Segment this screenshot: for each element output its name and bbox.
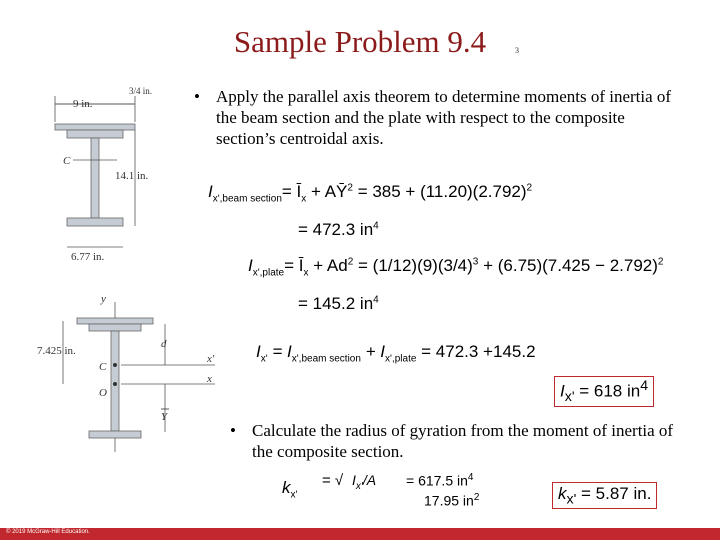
slide-number: 3 (515, 46, 519, 55)
result-box-radius: $k_{x'} = 5.87$ in. (552, 482, 657, 509)
plate-thickness-label: 3/4 in. (129, 86, 153, 96)
x-prime-label: x' (207, 353, 215, 365)
x-label: x (207, 373, 212, 385)
copyright-text: © 2019 McGraw-Hill Education. (6, 529, 90, 535)
O-label: O (99, 387, 107, 399)
bullet-dot: • (230, 421, 236, 440)
k-fraction-sqrt: = √ (322, 472, 344, 489)
d-label: d (161, 338, 167, 350)
C-label: C (99, 361, 107, 373)
flange-width-label: 6.77 in. (71, 251, 105, 263)
slide-title: Sample Problem 9.4 (233, 24, 487, 59)
bullet-parallel-axis: • Apply the parallel axis theorem to determine moments of inertia of the beam section and the plate with respect to the composite section’s centroidal axis. (194, 87, 672, 148)
footer-bar (0, 528, 720, 540)
distance-label: 7.425 in. (37, 345, 76, 357)
equation-beam: $I_{x',beam section}=$ $Ī_x$ + $AȲ^2 = 385 + (11.20)(2.792)^2$ (208, 182, 533, 205)
equation-radius: $k_{x'}$ = √ $I_{x'}/A$ = 617.5 $in^4$ 17.95 $in^2$ (282, 472, 480, 509)
equation-plate-result: = 145.2 $in^4$ (298, 294, 379, 313)
Ybar-label: Y (161, 411, 168, 423)
width-label: 9 in. (73, 98, 93, 110)
bullet-radius-gyration: • Calculate the radius of gyration from the moment of inertia of the composite section. (230, 421, 674, 461)
equation-plate: $I_{x',plate}=$ $Ī_x + Ad^2 = (1/12)(9)(3/4)^3 + (6.75)(7.425 - 2.792)^2$ (248, 256, 664, 279)
bullet-dot: • (194, 87, 200, 106)
y-axis-label: y (101, 293, 106, 305)
composite-section-figure (35, 292, 225, 457)
height-label: 14.1 in. (115, 170, 149, 182)
I-over-A: $I_{x'}/A$ (352, 472, 377, 492)
equation-beam-result: = 472.3 $in^4$ (298, 220, 379, 239)
centroid-label: C (63, 155, 71, 167)
k-numerator: = 617.5 $in^4$ (406, 472, 474, 489)
result-box-moment: $I_{x'} = 618$ $in^4$ (554, 376, 654, 407)
equation-total: $I_{x'} = I_{x',beam section} + I_{x',plate} = 472.3 +145.2$ (256, 342, 536, 365)
k-denominator: 17.95 $in^2$ (424, 492, 480, 509)
beam-section-figure (35, 82, 175, 267)
